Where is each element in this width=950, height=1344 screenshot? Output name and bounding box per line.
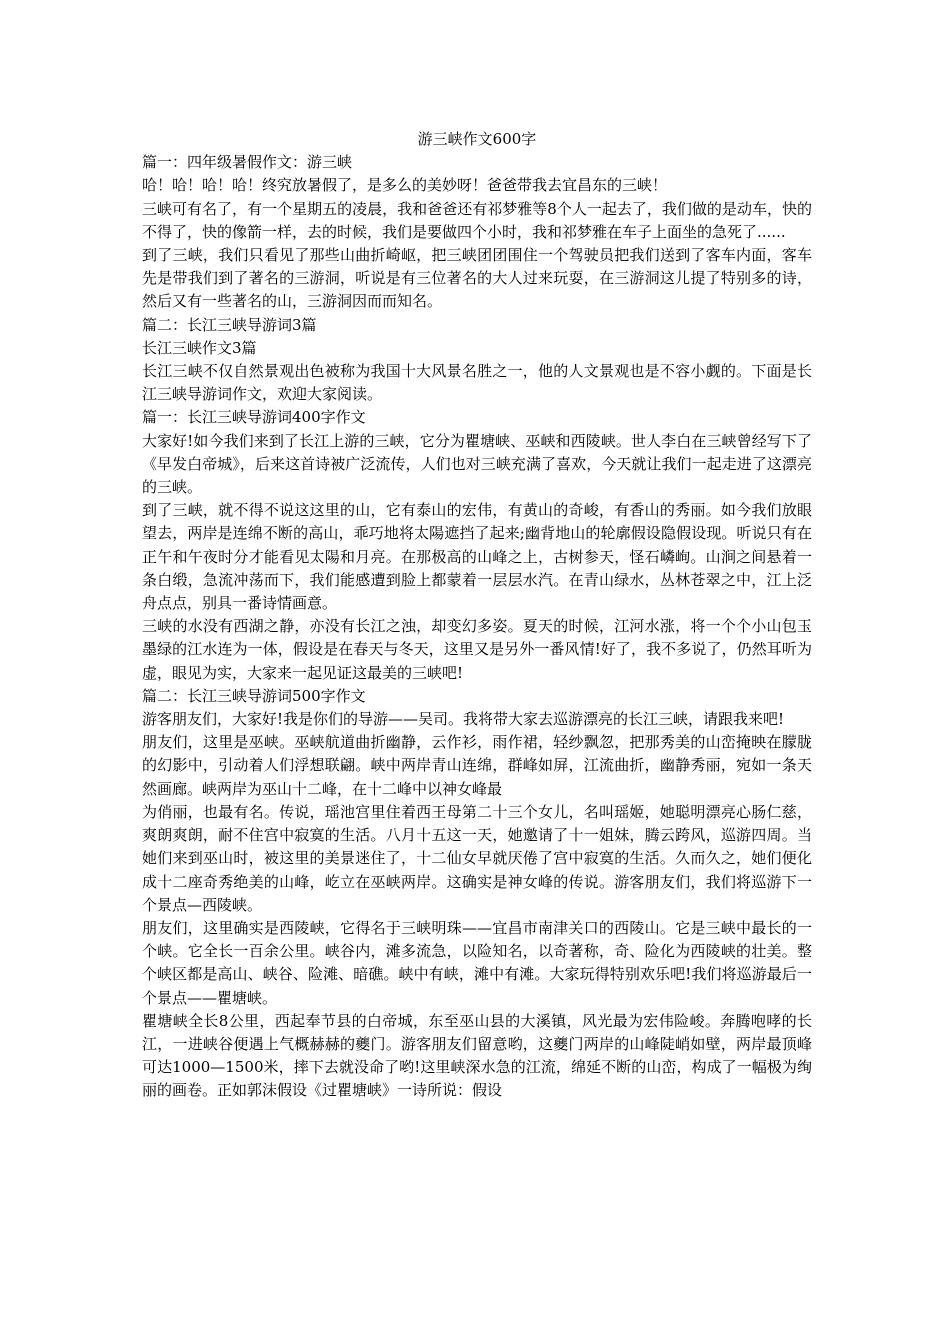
paragraph: 到了三峡，我们只看见了那些山曲折崎岖，把三峡团团围住一个驾驶员把我们送到了客车内面，客车先是带我们到了著名的三游洞，听说是有三位著名的大人过来玩耍，在三游洞这儿提了特别多的诗，然后又有一些著名的山，三游洞因而而知名。 [142, 246, 812, 311]
paragraph: 三峡的水没有西湖之静，亦没有长江之浊，却变幻多姿。夏天的时候，江河水涨，将一个个小山包玉墨绿的江水连为一体，假设是在春天与冬天，这里又是另外一番风情!好了，我不多说了，仍然耳听为虚，眼见为实，大家来一起见证这最美的三峡吧! [142, 617, 812, 682]
section-heading: 长江三峡作文3篇 [142, 338, 257, 357]
paragraph: 到了三峡，就不得不说这这里的山，它有泰山的宏伟，有黄山的奇峻，有香山的秀丽。如今我们放眼望去，两岸是连绵不断的高山，乖巧地将太陽遮挡了起来;幽背地山的轮廓假设隐假设现。听说只有在正午和午夜时分才能看见太陽和月亮。在那极高的山峰之上，古树参天，怪石嶙峋。山涧之间悬着一条白缎，急流冲荡而下，我们能感遭到脸上都蒙着一层层水汽。在青山绿水，丛林苍翠之中，江上泛舟点点，别具一番诗情画意。 [142, 501, 812, 613]
paragraph: 大家好!如今我们来到了长江上游的三峡，它分为瞿塘峡、巫峡和西陵峡。世人李白在三峡曾经写下了《早发白帝城》，后来这首诗被广泛流传，人们也对三峡充满了喜欢，今天就让我们一起走进了这漂亮的三峡。 [142, 431, 812, 497]
section-heading: 篇二：长江三峡导游词3篇 [142, 315, 317, 334]
section-heading: 篇一：长江三峡导游词400字作文 [142, 408, 366, 427]
paragraph: 瞿塘峡全长8公里，西起奉节县的白帝城，东至巫山县的大溪镇，风光最为宏伟险峻。奔腾咆哮的长江，一进峡谷便遇上气概赫赫的夔门。游客朋友们留意哟，这夔门两岸的山峰陡峭如壁，两岸最顶峰可达1000—1500米，摔下去就没命了哟!这里峡深水急的江流，绵延不断的山峦，构成了一幅极为绚丽的画卷。正如郭沫假设《过瞿塘峡》一诗所说：假设 [142, 1011, 812, 1100]
document-body [142, 128, 812, 1103]
section-heading: 篇二：长江三峡导游词500字作文 [142, 686, 366, 705]
paragraph: 长江三峡不仅自然景观出色被称为我国十大风景名胜之一，他的人文景观也是不容小觑的。下面是长江三峡导游词作文，欢迎大家阅读。 [142, 362, 812, 404]
paragraph: 哈！哈！哈！哈！终究放暑假了，是多么的美妙呀！爸爸带我去宜昌东的三峡！ [142, 176, 668, 195]
paragraph: 篇一：四年级暑假作文：游三峡 [142, 153, 353, 172]
paragraph: 三峡可有名了，有一个星期五的凌晨，我和爸爸还有祁梦雅等8个人一起去了，我们做的是动车，快的不得了，快的像箭一样，去的时候，我们是要做四个小时，我和祁梦雅在车子上面坐的急死了...... [142, 199, 812, 241]
paragraph: 朋友们，这里确实是西陵峡，它得名于三峡明珠——宜昌市南津关口的西陵山。它是三峡中最长的一个峡。它全长一百余公里。峡谷内，滩多流急，以险知名，以奇著称，奇、险化为西陵峡的壮美。整个峡区都是高山、峡谷、险滩、暗礁。峡中有峡，滩中有滩。大家玩得特别欢乐吧!我们将巡游最后一个景点——瞿塘峡。 [142, 918, 812, 1007]
document-title: 游三峡作文600字 [417, 130, 537, 148]
paragraph: 游客朋友们，大家好!我是你们的导游——吴司。我将带大家去巡游漂亮的长江三峡，请跟我来吧! [142, 710, 785, 729]
paragraph: 为俏丽，也最有名。传说，瑶池宫里住着西王母第二十三个女儿，名叫瑶姬，她聪明漂亮心肠仁慈，爽朗爽朗，耐不住宫中寂寞的生活。八月十五这一天，她邀请了十一姐妹，腾云跨风，巡游四周。当她们来到巫山时，被这里的美景迷住了，十二仙女早就厌倦了宫中寂寞的生活。久而久之，她们便化成十二座奇秀绝美的山峰，屹立在巫峡两岸。这确实是神女峰的传说。游客朋友们，我们将巡游下一个景点—西陵峡。 [142, 802, 812, 914]
paragraph: 朋友们，这里是巫峡。巫峡航道曲折幽静，云作衫，雨作裙，轻纱飘忽，把那秀美的山峦掩映在朦胧的幻影中，引动着人们浮想联翩。峡中两岸青山连绵，群峰如屏，江流曲折，幽静秀丽，宛如一条天然画廊。峡两岸为巫山十二峰，在十二峰中以神女峰最 [142, 733, 812, 798]
